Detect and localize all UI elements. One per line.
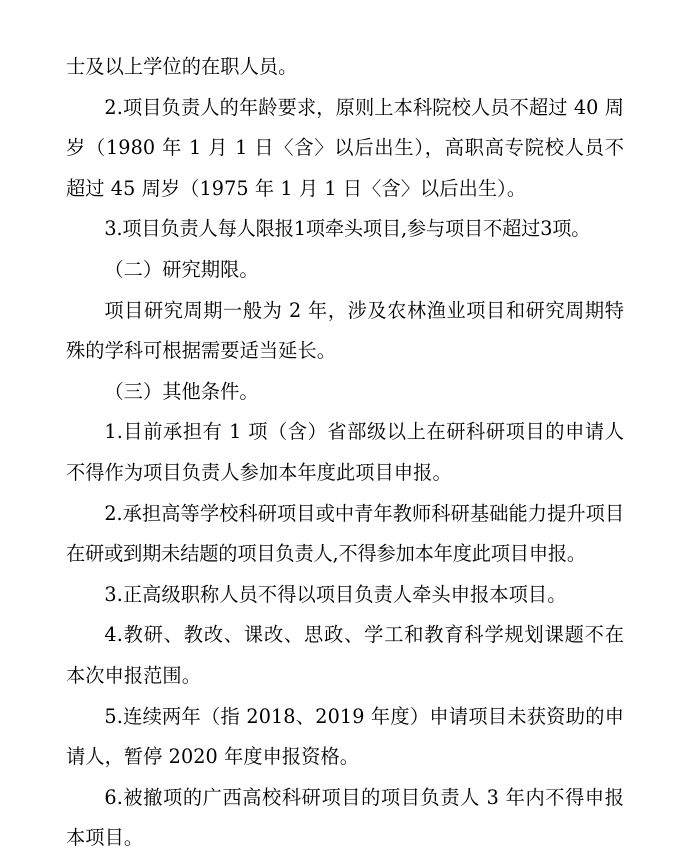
paragraph: 项目研究周期一般为 2 年，涉及农林渔业项目和研究周期特殊的学科可根据需要适当延长。 bbox=[66, 298, 624, 363]
paragraph: 3.正高级职称人员不得以项目负责人牵头申报本项目。 bbox=[104, 582, 567, 606]
paragraph: 3.项目负责人每人限报1项牵头项目,参与项目不超过3项。 bbox=[104, 217, 591, 241]
paragraph: 士及以上学位的在职人员。 bbox=[66, 55, 298, 78]
paragraph: 1.目前承担有 1 项（含）省部级以上在研科研项目的申请人不得作为项目负责人参加本年度此项目申报。 bbox=[66, 420, 624, 484]
paragraph: 6.被撤项的广西高校科研项目的项目负责人 3 年内不得申报本项目。 bbox=[66, 785, 624, 850]
paragraph: 2.承担高等学校科研项目或中青年教师科研基础能力提升项目在研或到期未结题的项目负责人,不得参加本年度此项目申报。 bbox=[66, 501, 624, 566]
paragraph: （三）其他条件。 bbox=[104, 379, 259, 403]
paragraph: （二）研究期限。 bbox=[104, 257, 259, 281]
paragraph: 2.项目负责人的年龄要求，原则上本科院校人员不超过 40 周岁（1980 年 1 月 1 日〈含〉以后出生），高职高专院校人员不超过 45 周岁（1975 年 1 月 1 日〈含〉以后出生）。 bbox=[66, 95, 624, 200]
document-body bbox=[66, 47, 624, 859]
paragraph: 5.连续两年（指 2018、2019 年度）申请项目未获资助的申请人，暂停 2020 年度申报资格。 bbox=[66, 704, 624, 769]
paragraph: 4.教研、教改、课改、思政、学工和教育科学规划课题不在本次申报范围。 bbox=[66, 623, 624, 687]
